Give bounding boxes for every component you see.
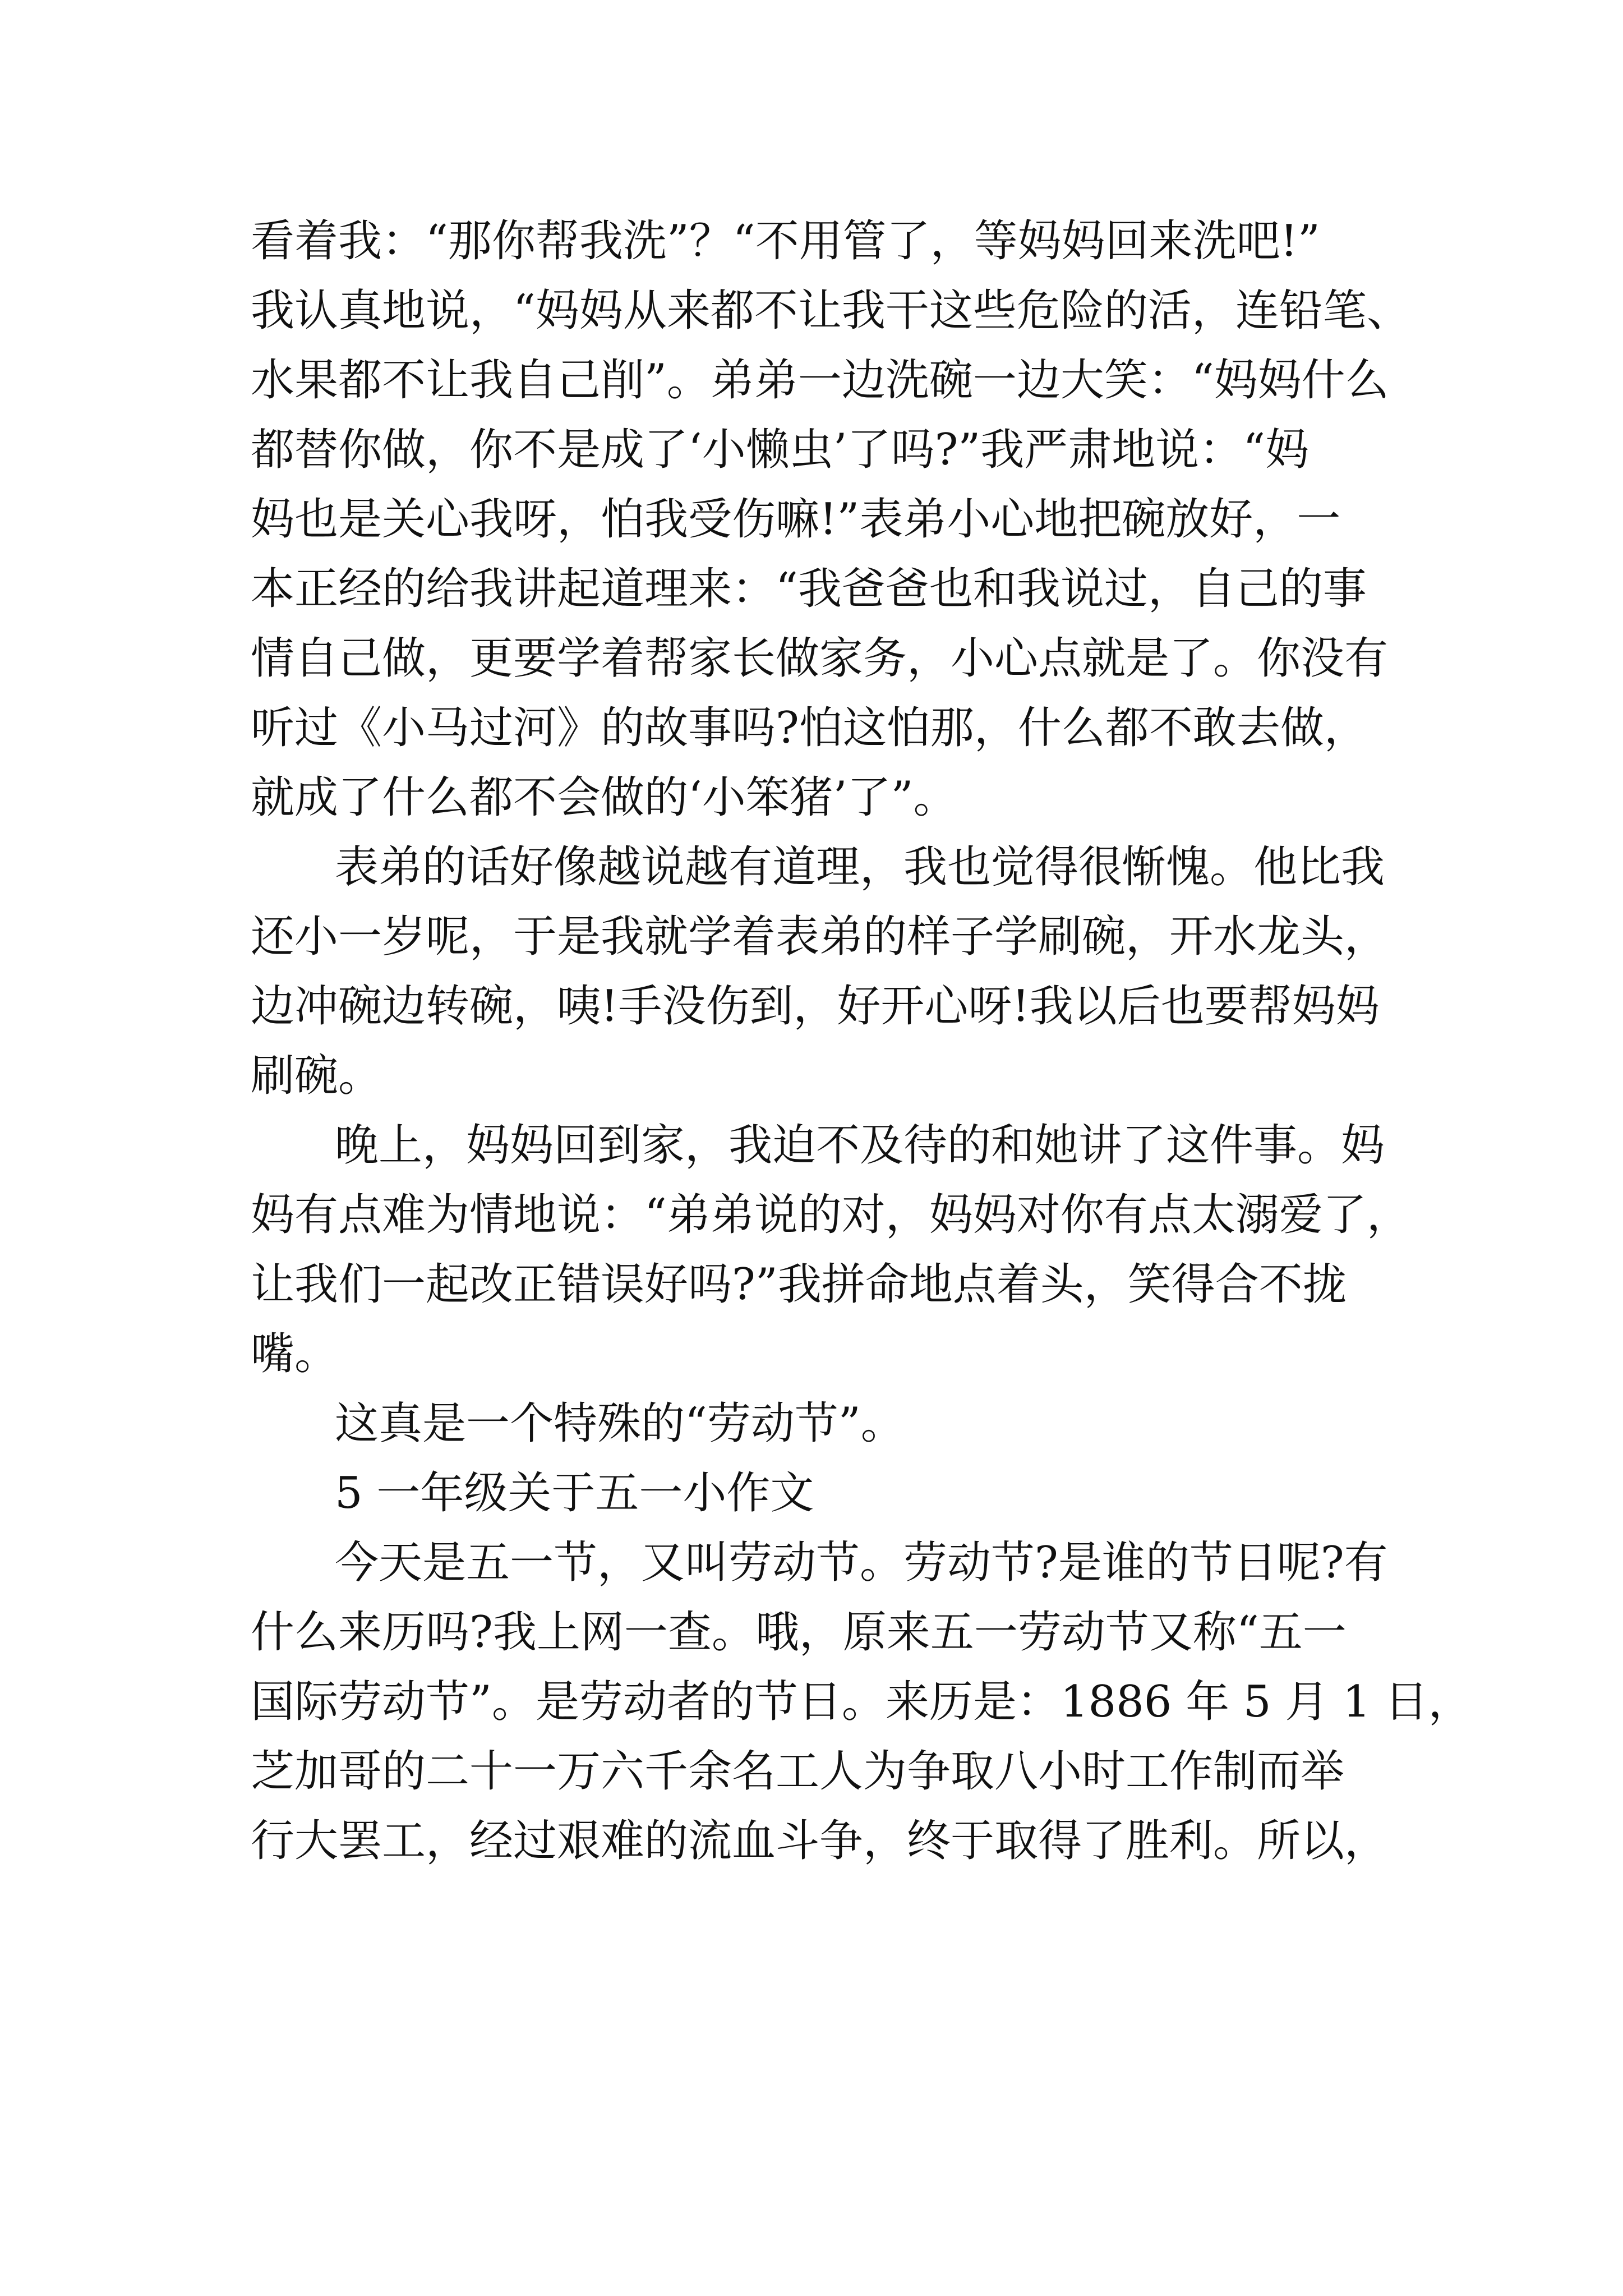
text-line-4: 都替你做，你不是成了‘小懒虫’了吗?”我严肃地说：“妈 [251, 425, 1310, 475]
text-line-13: 刷碗。 [251, 1051, 382, 1101]
text-line-24: 行大罢工，经过艰难的流血斗争，终于取得了胜利。所以， [251, 1816, 1389, 1866]
text-line-8: 听过《小马过河》的故事吗?怕这怕那，什么都不敢去做， [251, 703, 1368, 753]
paragraph-start-line: 今天是五一节，又叫劳动节。劳动节?是谁的节日呢?有 [335, 1538, 1388, 1588]
text-line-16: 让我们一起改正错误好吗?”我拼命地点着头，笑得合不拢 [251, 1259, 1347, 1310]
text-line-1: 看着我：“那你帮我洗”？“不用管了，等妈妈回来洗吧!” [251, 216, 1320, 266]
paragraph-start-line: 表弟的话好像越说越有道理，我也觉得很惭愧。他比我 [335, 842, 1385, 892]
text-line-11: 还小一岁呢，于是我就学着表弟的样子学刷碗，开水龙头， [251, 912, 1389, 962]
text-line-12: 边冲碗边转碗，咦!手没伤到，好开心呀!我以后也要帮妈妈 [251, 981, 1380, 1032]
text-line-3: 水果都不让我自己削”。弟弟一边洗碗一边大笑：“妈妈什么 [251, 355, 1389, 406]
text-line-22: 国际劳动节”。是劳动者的节日。来历是：1886 年 5 月 1 日， [251, 1677, 1472, 1727]
text-line-17: 嘴。 [251, 1329, 339, 1379]
section-heading: 5 一年级关于五一小作文 [335, 1468, 814, 1519]
paragraph-start-line: 这真是一个特殊的“劳动节”。 [335, 1398, 905, 1449]
text-line-7: 情自己做，更要学着帮家长做家务，小心点就是了。你没有 [251, 633, 1389, 684]
text-line-5: 妈也是关心我呀，怕我受伤嘛!”表弟小心地把碗放好，一 [251, 494, 1341, 545]
text-line-2: 我认真地说，“妈妈从来都不让我干这些危险的活，连铅笔、 [251, 286, 1410, 336]
text-line-21: 什么来历吗?我上网一查。哦，原来五一劳动节又称“五一 [251, 1607, 1347, 1658]
text-line-15: 妈有点难为情地说：“弟弟说的对，妈妈对你有点太溺爱了， [251, 1190, 1410, 1240]
text-line-23: 芝加哥的二十一万六千余名工人为争取八小时工作制而举 [251, 1746, 1345, 1797]
text-line-6: 本正经的给我讲起道理来：“我爸爸也和我说过，自己的事 [251, 564, 1367, 614]
paragraph-start-line: 晚上，妈妈回到家，我迫不及待的和她讲了这件事。妈 [335, 1120, 1385, 1171]
text-line-9: 就成了什么都不会做的‘小笨猪’了”。 [251, 772, 957, 823]
